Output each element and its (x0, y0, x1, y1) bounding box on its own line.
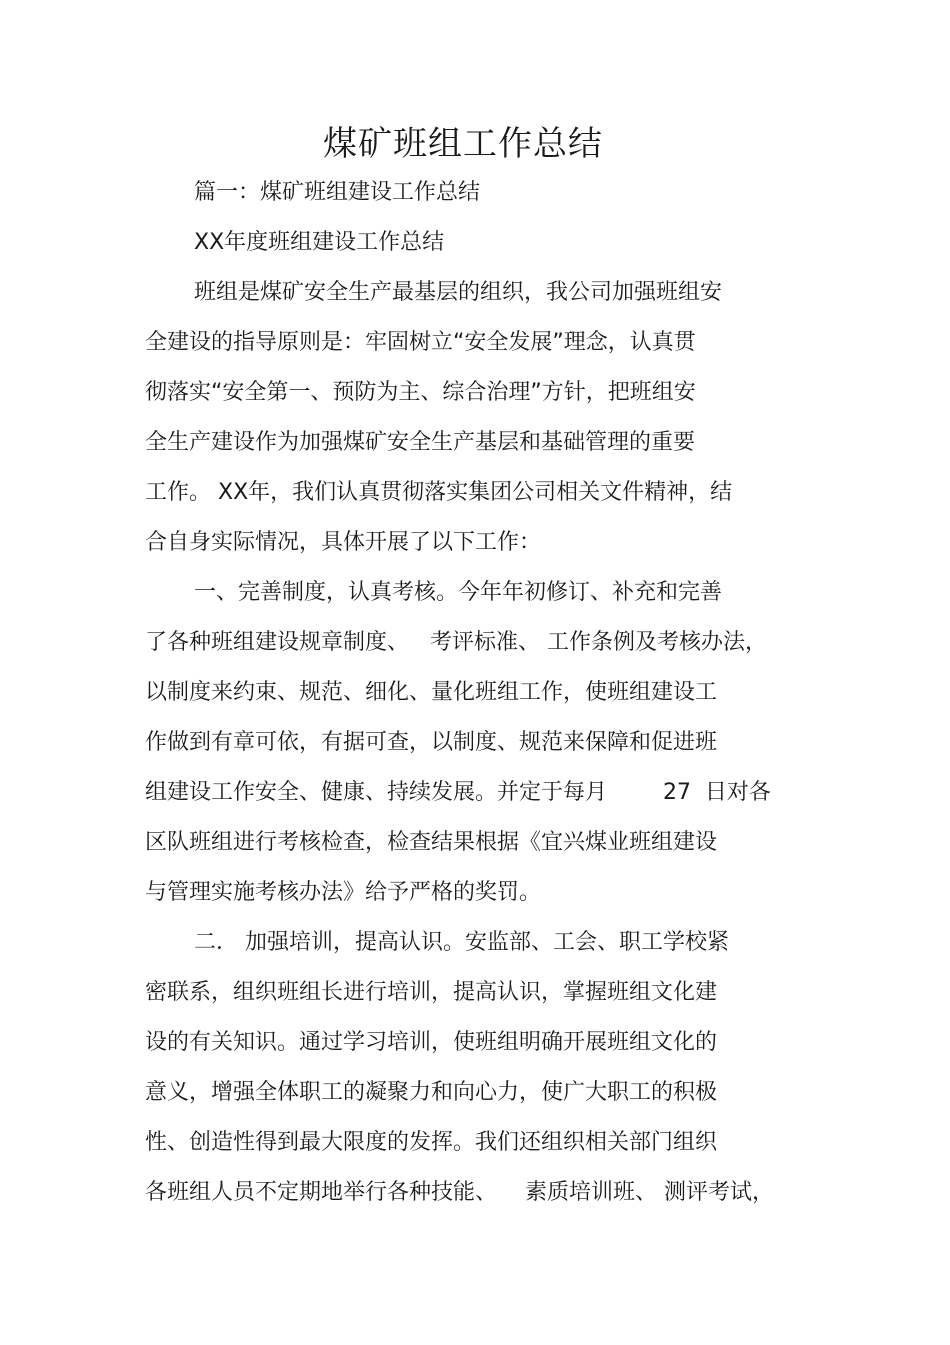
paragraph-line: 区队班组进行考核检查，检查结果根据《宜兴煤业班组建设 (145, 830, 718, 855)
paragraph-line: 一、完善制度，认真考核。今年年初修订、补充和完善 (194, 580, 723, 605)
paragraph-line: 全建设的指导原则是：牢固树立“安全发展”理念，认真贯 (145, 330, 696, 355)
paragraph-line: 意义，增强全体职工的凝聚力和向心力，使广大职工的积极 (145, 1080, 718, 1105)
paragraph-line: 各班组人员不定期地举行各种技能、 素质培训班、 测评考试， (145, 1180, 774, 1205)
paragraph-line: 合自身实际情况，具体开展了以下工作： (145, 530, 542, 555)
paragraph-line: 以制度来约束、规范、细化、量化班组工作，使班组建设工 (145, 680, 718, 705)
paragraph-line: 组建设工作安全、健康、持续发展。并定于每月 27 日对各 (145, 780, 771, 805)
paragraph-line: 与管理实施考核办法》给予严格的奖罚。 (145, 880, 542, 905)
paragraph-line: 二． 加强培训，提高认识。安监部、工会、职工学校紧 (194, 930, 729, 955)
paragraph-line: 彻落实“安全第一、预防为主、综合治理”方针，把班组安 (145, 380, 696, 405)
section-heading: 篇一：煤矿班组建设工作总结 (194, 180, 481, 205)
paragraph-line: 全生产建设作为加强煤矿安全生产基层和基础管理的重要 (145, 430, 696, 455)
paragraph-line: 密联系，组织班组长进行培训，提高认识，掌握班组文化建 (145, 980, 718, 1005)
subtitle-line: XX年度班组建设工作总结 (194, 230, 445, 255)
paragraph-line: 班组是煤矿安全生产最基层的组织，我公司加强班组安 (194, 280, 723, 305)
paragraph-line: 作做到有章可依，有据可查，以制度、规范来保障和促进班 (145, 730, 718, 755)
paragraph-line: 设的有关知识。通过学习培训，使班组明确开展班组文化的 (145, 1030, 718, 1055)
document-title: 煤矿班组工作总结 (323, 124, 603, 164)
paragraph-line: 工作。 XX年，我们认真贯彻落实集团公司相关文件精神，结 (145, 480, 733, 505)
paragraph-line: 了各种班组建设规章制度、 考评标准、 工作条例及考核办法， (145, 630, 767, 655)
paragraph-line: 性、创造性得到最大限度的发挥。我们还组织相关部门组织 (145, 1130, 718, 1155)
